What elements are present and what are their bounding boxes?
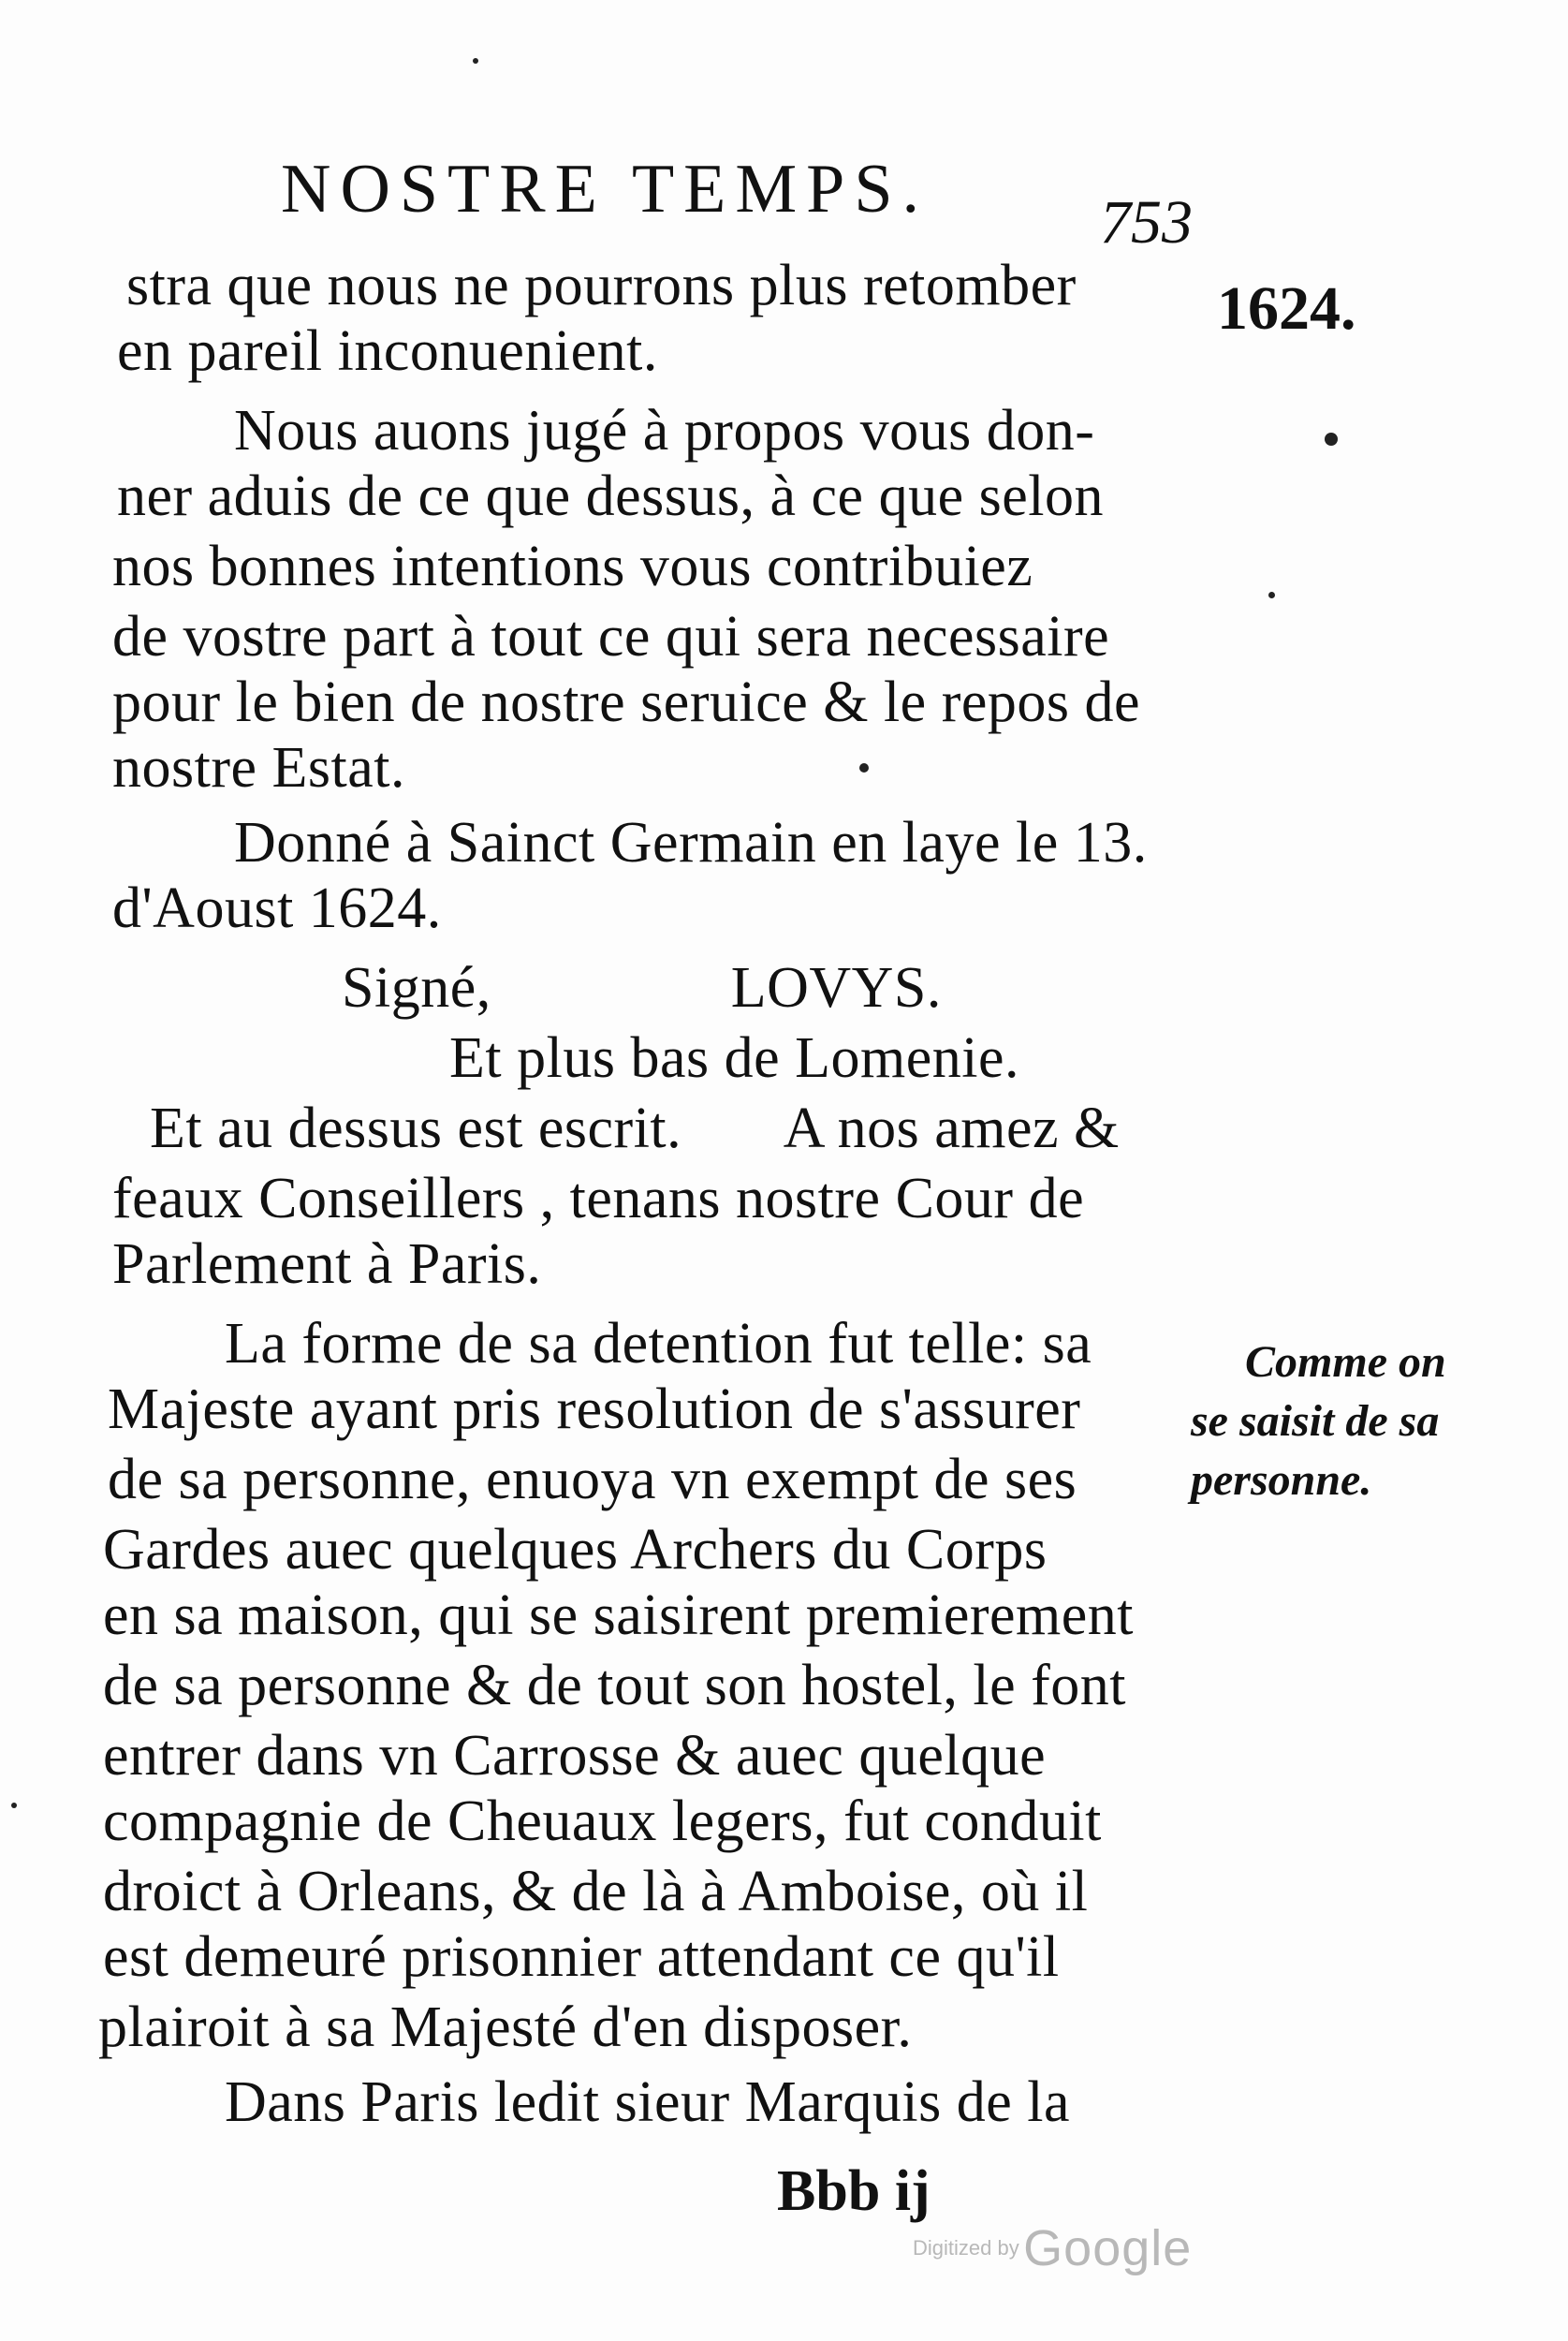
text-line: stra que nous ne pourrons plus retomber (126, 254, 1077, 317)
ink-speck (473, 58, 478, 64)
text-line: Et plus bas de Lomenie. (449, 1026, 1019, 1090)
text-line: Dans Paris ledit sieur Marquis de la (225, 2070, 1071, 2134)
text-line: d'Aoust 1624. (112, 876, 442, 940)
text-line: Majeste ayant pris resolution de s'assurer (108, 1377, 1081, 1441)
text-line: est demeuré prisonnier attendant ce qu'il (103, 1925, 1060, 1989)
watermark (913, 2219, 1192, 2277)
ink-speck (1268, 592, 1275, 598)
page-number: 753 (1100, 188, 1193, 257)
text-line: La forme de sa detention fut telle: sa (225, 1312, 1092, 1376)
ink-speck (11, 1803, 17, 1808)
text-line: en pareil inconuenient. (117, 319, 658, 383)
text-line: entrer dans vn Carrosse & auec quelque (103, 1724, 1047, 1788)
margin-note-line: Comme on (1245, 1337, 1446, 1387)
signature-mark: Bbb ij (777, 2159, 931, 2223)
text-line: ner aduis de ce que dessus, à ce que selon (117, 464, 1104, 528)
text-line: Nous auons jugé à propos vous don- (234, 399, 1095, 463)
watermark-prefix: Digitized by (913, 2236, 1019, 2260)
running-title: NOSTRE TEMPS. (281, 151, 929, 228)
ink-speck (1325, 433, 1338, 446)
margin-note-line: personne. (1191, 1455, 1372, 1505)
text-line: Donné à Sainct Germain en laye le 13. (234, 811, 1148, 875)
margin-year: 1624. (1217, 274, 1356, 343)
ink-speck (859, 763, 869, 773)
text-line: droict à Orleans, & de là à Amboise, où il (103, 1860, 1089, 1923)
text-line: pour le bien de nostre seruice & le repos de (112, 670, 1141, 734)
text-line: nos bonnes intentions vous contribuiez (112, 535, 1033, 598)
text-line-signed: Signé, LOVYS. (342, 956, 942, 1020)
margin-note-line: se saisit de sa (1191, 1396, 1440, 1446)
text-line: plairoit à sa Majesté d'en disposer. (98, 1995, 913, 2059)
text-line: Gardes auec quelques Archers du Corps (103, 1518, 1048, 1582)
text-line: Parlement à Paris. (112, 1232, 542, 1296)
text-line: Et au dessus est escrit. A nos amez & (150, 1097, 1120, 1160)
text-line: compagnie de Cheuaux legers, fut conduit (103, 1789, 1102, 1853)
text-line: feaux Conseillers , tenans nostre Cour de (112, 1167, 1085, 1230)
text-line: en sa maison, qui se saisirent premierement (103, 1583, 1135, 1647)
text-line: de vostre part à tout ce qui sera necessaire (112, 605, 1110, 669)
text-line: nostre Estat. (112, 736, 405, 800)
text-line: de sa personne, enuoya vn exempt de ses (108, 1448, 1077, 1511)
text-line: de sa personne & de tout son hostel, le font (103, 1654, 1127, 1717)
watermark-brand: Google (1023, 2220, 1193, 2276)
